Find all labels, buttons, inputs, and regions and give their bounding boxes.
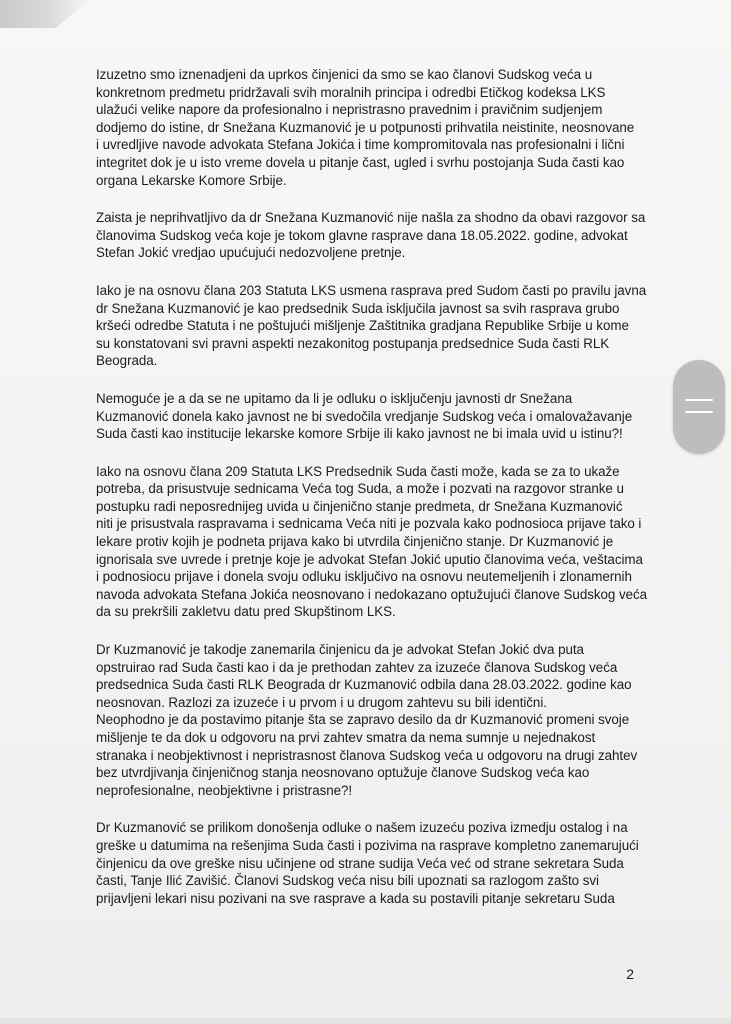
text-line: predsednica Suda časti RLK Beograda dr Kuzmanović odbila dana 28.03.2022. godine kao bbox=[96, 677, 632, 693]
text-line: ulažući velike napore da profesionalno i nepristrasno pravednim i pravičnim sudjenjem bbox=[96, 102, 603, 118]
text-line: greške u datumima na rešenjima Suda časti i pozivima na rasprave kompletno zanemarujući bbox=[96, 837, 639, 853]
text-line: dodjemo do istine, dr Snežana Kuzmanović je u potpunosti prihvatila neistinite, neosnovane bbox=[96, 119, 635, 135]
page-number: 2 bbox=[626, 966, 634, 982]
page-bottom-edge bbox=[0, 1018, 731, 1024]
text-line: Iako je na osnovu člana 203 Statuta LKS usmena rasprava pred Sudom časti po pravilu javna bbox=[96, 282, 647, 298]
text-line: Izuzetno smo iznenadjeni da uprkos činjenici da smo se kao članovi Sudskog veća u bbox=[96, 67, 593, 82]
text-line: organa Lekarske Komore Srbije. bbox=[96, 172, 287, 188]
page-corner-shadow bbox=[0, 0, 90, 28]
scroll-handle-grip-icon bbox=[685, 411, 713, 413]
paragraph bbox=[96, 282, 656, 370]
text-line: lekare protiv kojih je podneta prijava kako bi utvrdila činjenično stanje. Dr Kuzmanović je bbox=[96, 534, 614, 550]
text-line: postupku radi neposrednijeg uvida u činjenično stanje predmeta, dr Snežana Kuzmanović bbox=[96, 498, 623, 514]
text-line: ignorisala sve uvrede i pretnje koje je advokat Stefan Jokić uputio članovima veća, veštacima bbox=[96, 551, 643, 567]
text-line: potreba, da prisustvuje sednicama Veća tog Suda, a može i pozvati na razgovor stranke u bbox=[96, 481, 624, 497]
text-line: kršeći odredbe Statuta i ne poštujući mišljenje Zaštitnika gradjana Republike Srbije u kome bbox=[96, 318, 629, 334]
text-line: stranaka i neobjektivnost i nepristrasnost članova Sudskog veća u odgovoru na drugi zahtev bbox=[96, 747, 638, 763]
text-line: Neophodno je da postavimo pitanje šta se zapravo desilo da dr Kuzmanović promeni svoje bbox=[96, 712, 630, 728]
text-line: prijavljeni lekari nisu pozivani na sve rasprave a kada su postavili pitanje sekretaru Suda bbox=[96, 890, 615, 906]
paragraph bbox=[96, 66, 656, 189]
text-line: opstruirao rad Suda časti kao i da je prethodan zahtev za izuzeće članova Sudskog veća bbox=[96, 659, 618, 675]
text-line: Nemoguće je a da se ne upitamo da li je odluku o isključenju javnosti dr Snežana bbox=[96, 390, 573, 406]
text-line: i uvredljive navode advokata Stefana Jokića i time kompromitovala nas profesionalni i lični bbox=[96, 137, 625, 153]
text-line: članovima Sudskog veća koje je tokom glavne rasprave dana 18.05.2022. godine, advokat bbox=[96, 227, 628, 243]
text-line: činjenicu da ove greške nisu učinjene od strane sudija Veća već od strane sekretara Suda bbox=[96, 855, 624, 871]
document-body bbox=[96, 66, 656, 907]
text-line: niti je prisustvala raspravama i sednicama Veća niti je pozvala kako podnosioca prijave tako i bbox=[96, 516, 642, 532]
scroll-handle[interactable] bbox=[673, 360, 725, 454]
text-line: Beograda. bbox=[96, 353, 158, 369]
text-line: Iako na osnovu člana 209 Statuta LKS Predsednik Suda časti može, kada se za to ukaže bbox=[96, 463, 620, 479]
paragraph bbox=[96, 463, 656, 621]
text-line: Suda časti kao institucije lekarske komore Srbije ili kako javnost ne bi imala uvid u istinu?! bbox=[96, 426, 623, 442]
text-line: Stefan Jokić vredjao upućujući nedozvoljene pretnje. bbox=[96, 245, 406, 261]
paragraph bbox=[96, 390, 656, 443]
text-line: dr Snežana Kuzmanović je kao predsednik Suda isključila javnost sa svih rasprava grubo bbox=[96, 300, 620, 316]
text-line: i podnosiocu prijave i donela svoju odluku isključivo na osnovu neutemeljenih i zlonamernih bbox=[96, 569, 632, 585]
scroll-handle-grip-icon bbox=[685, 399, 713, 401]
text-line: Kuzmanović donela kako javnost ne bi svedočila vredjanje Sudskog veća i omalovažavanje bbox=[96, 408, 633, 424]
text-line: Zaista je neprihvatljivo da dr Snežana Kuzmanović nije našla za shodno da obavi razgovor sa bbox=[96, 210, 646, 226]
text-line: da su prekršili zakletvu datu pred Skupštinom LKS. bbox=[96, 604, 396, 620]
text-line: bez utvrdjivanja činjeničnog stanja neosnovano optužuje članove Sudskog veća kao bbox=[96, 765, 590, 781]
text-line: časti, Tanje Ilić Zavišić. Članovi Sudskog veća nisu bili upoznati sa razlogom zašto svi bbox=[96, 873, 599, 889]
paragraph bbox=[96, 209, 656, 262]
paragraph bbox=[96, 641, 656, 799]
text-line: navoda advokata Stefana Jokića neosnovano i nedokazano optužujući članove Sudskog veća bbox=[96, 586, 648, 602]
text-line: konkretnom predmetu pridržavali svih moralnih principa i odredbi Etičkog kodeksa LKS bbox=[96, 84, 606, 100]
paragraph bbox=[96, 819, 656, 907]
text-line: integritet dok je u isto vreme dovela u pitanje čast, ugled i svrhu postojanja Suda časti kao bbox=[96, 154, 625, 170]
text-line: su konstatovani svi pravni aspekti nezakonitog postupanja predsednice Suda časti RLK bbox=[96, 335, 610, 351]
text-line: Dr Kuzmanović se prilikom donošenja odluke o našem izuzeću poziva izmedju ostalog i na bbox=[96, 820, 628, 836]
text-line: neprofesionalne, neobjektivne i pristrasne?! bbox=[96, 782, 353, 798]
text-line: mišljenje te da dok u odgovoru na prvi zahtev smatra da nema sumnje u nejednakost bbox=[96, 730, 596, 745]
text-line: Dr Kuzmanović je takodje zanemarila činjenicu da je advokat Stefan Jokić dva puta bbox=[96, 642, 584, 658]
text-line: neosnovan. Razlozi za izuzeće i u prvom i u drugom zahtevu su bili identični. bbox=[96, 694, 547, 710]
